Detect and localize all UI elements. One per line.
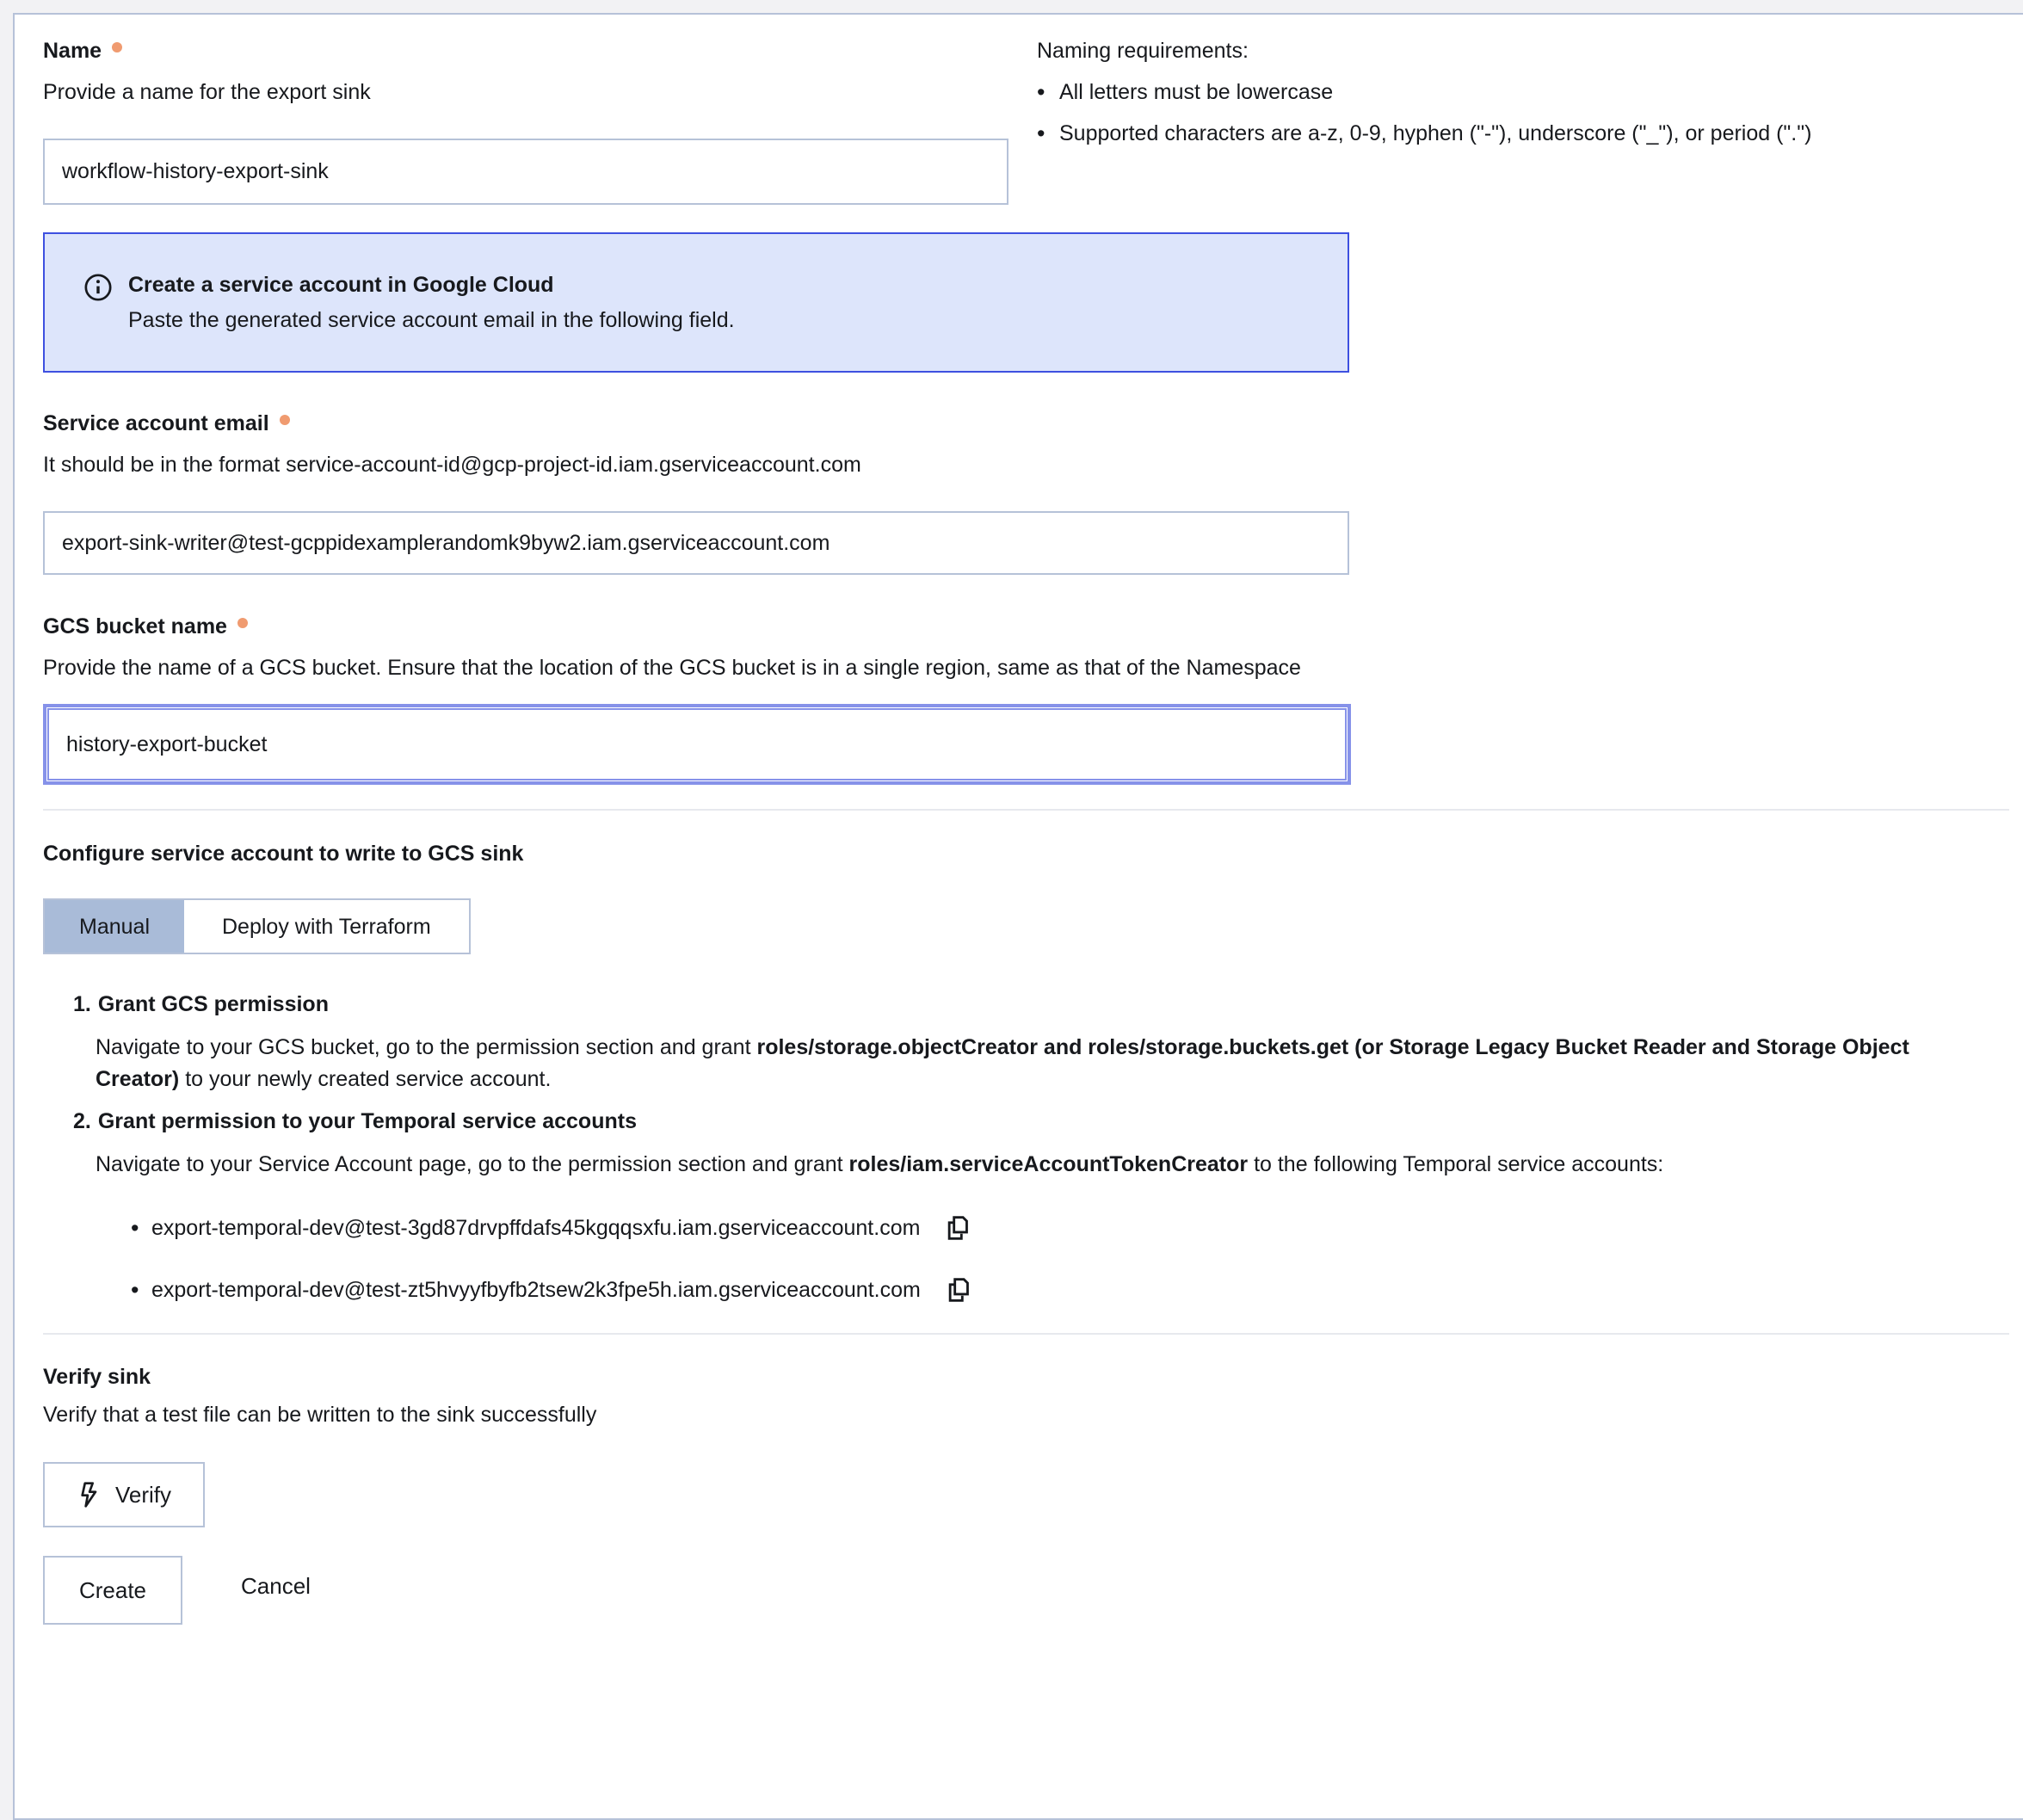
bullet-icon: • [131,1277,139,1303]
step-2-number: 2. [73,1109,91,1133]
naming-requirement-item: • Supported characters are a-z, 0-9, hyphen ("-"), underscore ("_"), or period (".") [1037,120,1812,146]
info-icon [83,273,113,302]
create-button[interactable]: Create [43,1556,182,1625]
info-banner-text [128,271,735,334]
bullet-icon: • [131,1215,139,1241]
service-account-field-description: It should be in the format service-account-id@gcp-project-id.iam.gserviceaccount.com [43,453,861,477]
tab-manual[interactable]: Manual [45,900,184,953]
name-field-description: Provide a name for the export sink [43,80,371,104]
step-1-title: 1. Grant GCS permission [73,992,329,1016]
copy-icon[interactable] [942,1212,973,1243]
temporal-service-account-email: export-temporal-dev@test-3gd87drvpffdafs45kgqqsxfu.iam.gserviceaccount.com [151,1216,921,1240]
service-account-email-input[interactable] [43,511,1349,575]
verify-section-title: Verify sink [43,1365,151,1389]
export-sink-form-card [13,13,2023,1820]
naming-requirement-item: • All letters must be lowercase [1037,79,1334,105]
name-input[interactable] [43,139,1008,205]
tab-deploy-with-terraform[interactable]: Deploy with Terraform [222,914,431,939]
gcs-bucket-name-input[interactable] [47,708,1347,780]
required-dot-icon [237,618,248,628]
temporal-service-account-email: export-temporal-dev@test-zt5hvyyfbyfb2tsew2k3fpe5h.iam.gserviceaccount.com [151,1278,921,1302]
info-banner-title: Create a service account in Google Cloud [128,273,554,297]
verify-section-description: Verify that a test file can be written to the sink successfully [43,1403,597,1427]
copy-icon[interactable] [943,1274,974,1305]
section-divider [43,1333,2009,1335]
bucket-label-text: GCS bucket name [43,614,227,639]
step-1-body: Navigate to your GCS bucket, go to the permission section and grant roles/storage.objectCreator and roles/storage.buckets.get (or Storage Legacy Bucket Reader and Storage Object Creator) to your newly created service account. [96,1035,1909,1091]
name-label-text: Name [43,39,102,63]
required-dot-icon [280,415,290,425]
configure-section-title: Configure service account to write to GCS sink [43,842,524,866]
section-divider [43,809,2009,811]
service-account-field-label [43,410,2023,437]
bullet-icon: • [1037,120,1045,146]
step-1-number: 1. [73,992,91,1016]
bucket-field-label [43,613,2023,640]
verify-button[interactable]: Verify [43,1462,205,1527]
cancel-button[interactable]: Cancel [241,1573,311,1599]
naming-requirements-panel [1037,37,2023,147]
naming-requirements-title: Naming requirements: [1037,39,1249,63]
required-dot-icon [112,42,122,52]
configure-tab-group [43,898,471,954]
info-banner-body: Paste the generated service account email in the following field. [128,308,735,332]
lightning-icon [77,1481,101,1508]
bullet-icon: • [1037,79,1045,105]
temporal-service-account-row [131,1275,2023,1305]
step-2-title: 2. Grant permission to your Temporal service accounts [73,1109,637,1133]
form-actions [43,1556,2023,1625]
bucket-field-description: Provide the name of a GCS bucket. Ensure that the location of the GCS bucket is in a single region, same as that of the Namespace [43,656,1301,680]
temporal-service-account-row [131,1213,2023,1243]
info-banner [43,232,1349,373]
service-account-label-text: Service account email [43,411,269,435]
step-2-body: Navigate to your Service Account page, go to the permission section and grant roles/iam.serviceAccountTokenCreator to the following Temporal service accounts: [96,1152,1664,1176]
